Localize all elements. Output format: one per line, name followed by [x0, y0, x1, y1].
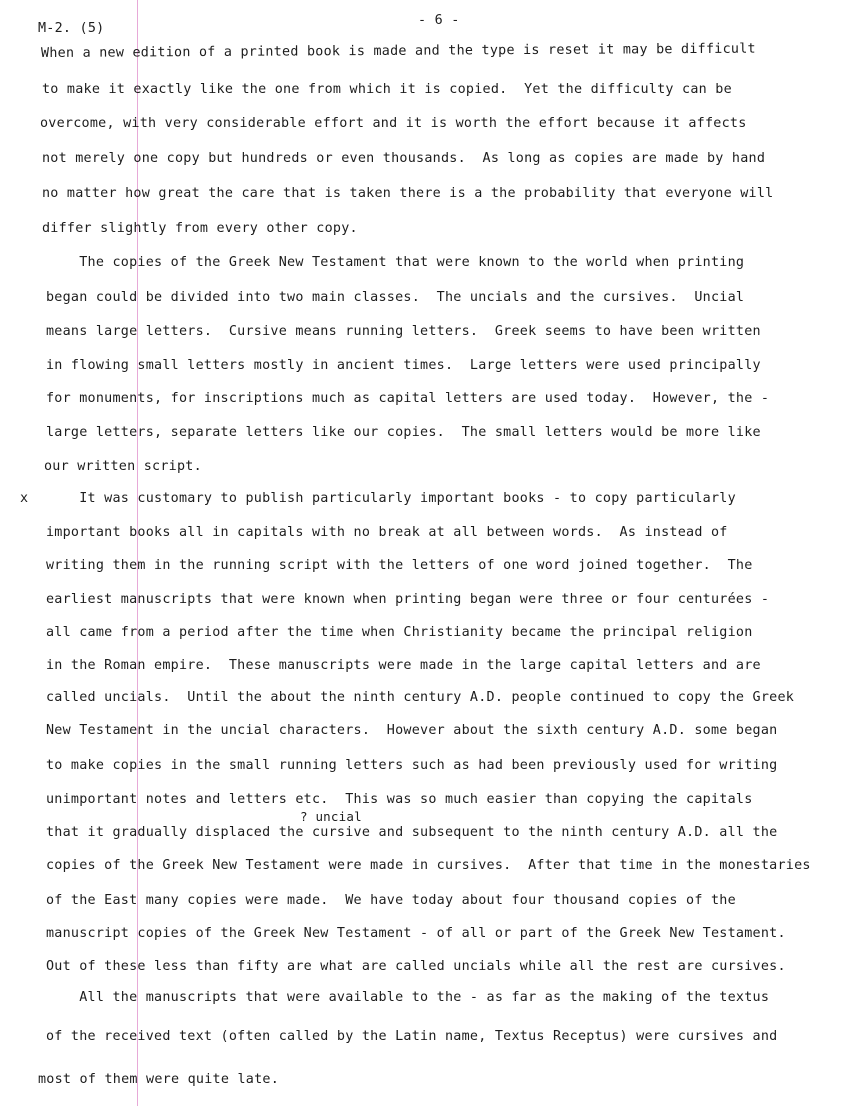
- text-line: earliest manuscripts that were known when printing began were three or four centurées -: [46, 592, 770, 607]
- text-line: large letters, separate letters like our copies. The small letters would be more like: [46, 425, 761, 440]
- text-line: All the manuscripts that were available to the - as far as the making of the textus: [46, 990, 770, 1005]
- text-line: our written script.: [44, 459, 202, 474]
- text-line: differ slightly from every other copy.: [42, 221, 358, 236]
- text-line: began could be divided into two main classes. The uncials and the cursives. Uncial: [46, 290, 745, 305]
- text-line: writing them in the running script with the letters of one word joined together. The: [46, 558, 753, 573]
- text-line: no matter how great the care that is taken there is a the probability that everyone will: [42, 186, 774, 201]
- text-line: It was customary to publish particularly important books - to copy particularly: [46, 491, 736, 506]
- text-line: all came from a period after the time when Christianity became the principal religion: [46, 625, 753, 640]
- text-line: called uncials. Until the about the ninth century A.D. people continued to copy the Greek: [46, 690, 795, 705]
- text-line: manuscript copies of the Greek New Testament - of all or part of the Greek New Testament.: [46, 926, 786, 941]
- text-line: to make it exactly like the one from which it is copied. Yet the difficulty can be: [42, 82, 732, 97]
- text-line: in flowing small letters mostly in ancient times. Large letters were used principally: [46, 358, 761, 373]
- text-line: important books all in capitals with no break at all between words. As instead of: [46, 525, 728, 540]
- text-line: The copies of the Greek New Testament that were known to the world when printing: [46, 255, 745, 270]
- text-line: overcome, with very considerable effort and it is worth the effort because it affects: [40, 116, 747, 131]
- text-line: in the Roman empire. These manuscripts were made in the large capital letters and are: [46, 658, 761, 673]
- text-line: copies of the Greek New Testament were made in cursives. After that time in the monestaries: [46, 858, 811, 873]
- text-line: unimportant notes and letters etc. This was so much easier than copying the capitals: [46, 792, 753, 807]
- text-line: not merely one copy but hundreds or even thousands. As long as copies are made by hand: [42, 151, 766, 166]
- text-line: to make copies in the small running letters such as had been previously used for writing: [46, 758, 778, 773]
- text-line: most of them were quite late.: [38, 1072, 280, 1087]
- text-line: for monuments, for inscriptions much as capital letters are used today. However, the -: [46, 391, 770, 406]
- text-line: means large letters. Cursive means running letters. Greek seems to have been written: [46, 324, 761, 339]
- text-line: Out of these less than fifty are what are called uncials while all the rest are cursives.: [46, 959, 786, 974]
- text-line: of the received text (often called by the Latin name, Textus Receptus) were cursives and: [46, 1029, 778, 1044]
- interlinear-correction: ? uncial: [300, 809, 362, 824]
- text-line: of the East many copies were made. We have today about four thousand copies of the: [46, 893, 736, 908]
- page-number: - 6 -: [418, 13, 460, 28]
- margin-mark: x: [20, 491, 29, 506]
- manuscript-reference: M-2. (5): [38, 21, 105, 36]
- text-line: When a new edition of a printed book is made and the type is reset it may be difficult: [40, 41, 756, 61]
- text-line: that it gradually displaced the cursive and subsequent to the ninth century A.D. all the: [46, 825, 778, 840]
- text-line: New Testament in the uncial characters. However about the sixth century A.D. some began: [46, 723, 778, 738]
